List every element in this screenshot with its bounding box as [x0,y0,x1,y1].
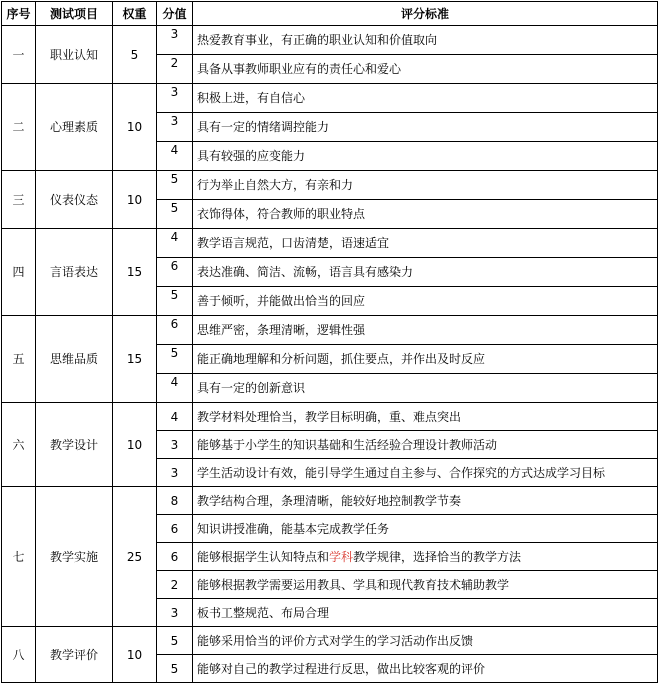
category-weight: 15 [113,316,157,403]
criterion-text-part: 能够根据学生认知特点和 [197,549,330,564]
criterion-text: 善于倾听，并能做出恰当的回应 [193,287,658,316]
category-weight: 10 [113,171,157,229]
category-index: 三 [2,171,36,229]
criterion-text: 衣饰得体，符合教师的职业特点 [193,200,658,229]
category-name: 仪表仪态 [36,171,113,229]
category-name: 教学实施 [36,487,113,627]
table-row [2,487,658,515]
criterion-score: 3 [157,26,193,55]
header-item: 测试项目 [36,2,113,26]
category-index: 七 [2,487,36,627]
criterion-text: 板书工整规范、布局合理 [193,599,658,627]
criterion-score: 5 [157,287,193,316]
header-row [2,2,658,26]
criterion-text: 学生活动设计有效，能引导学生通过自主参与、合作探究的方式达成学习目标 [193,459,658,487]
category-weight: 25 [113,487,157,627]
category-index: 四 [2,229,36,316]
criterion-score: 2 [157,55,193,84]
table-row [2,84,658,113]
criterion-text: 积极上进，有自信心 [193,84,658,113]
criterion-score: 3 [157,459,193,487]
criterion-score: 6 [157,316,193,345]
category-weight: 15 [113,229,157,316]
table-body [2,26,658,683]
table-row [2,403,658,431]
criterion-text [193,543,658,571]
category-weight: 10 [113,627,157,683]
category-name: 心理素质 [36,84,113,171]
criterion-score: 4 [157,142,193,171]
criterion-text: 教学材料处理恰当，教学目标明确，重、难点突出 [193,403,658,431]
category-name: 言语表达 [36,229,113,316]
table-row [2,229,658,258]
criterion-text: 热爱教育事业，有正确的职业认知和价值取向 [193,26,658,55]
criterion-score: 3 [157,84,193,113]
criterion-text: 具备从事教师职业应有的责任心和爱心 [193,55,658,84]
criterion-text: 能正确地理解和分析问题，抓住要点，并作出及时反应 [193,345,658,374]
table-row [2,26,658,55]
criterion-text: 具有一定的创新意识 [193,374,658,403]
criterion-score: 5 [157,200,193,229]
category-name: 思维品质 [36,316,113,403]
criterion-text: 具有较强的应变能力 [193,142,658,171]
criterion-text-part: 教学规律，选择恰当的教学方法 [353,549,522,564]
category-index: 五 [2,316,36,403]
category-name: 教学设计 [36,403,113,487]
category-weight: 5 [113,26,157,84]
header-standard: 评分标准 [193,2,658,26]
criterion-score: 5 [157,171,193,200]
criterion-text: 能够基于小学生的知识基础和生活经验合理设计教师活动 [193,431,658,459]
criterion-score: 6 [157,258,193,287]
category-weight: 10 [113,84,157,171]
criterion-score: 5 [157,655,193,683]
criterion-text: 知识讲授准确，能基本完成教学任务 [193,515,658,543]
header-weight: 权重 [113,2,157,26]
criterion-text: 教学语言规范，口齿清楚，语速适宜 [193,229,658,258]
criterion-text: 思维严密，条理清晰，逻辑性强 [193,316,658,345]
criterion-score: 5 [157,345,193,374]
criterion-score: 6 [157,543,193,571]
header-index: 序号 [2,2,36,26]
criterion-score: 4 [157,374,193,403]
evaluation-table [1,1,658,683]
category-name: 教学评价 [36,627,113,683]
criterion-score: 6 [157,515,193,543]
table-row [2,171,658,200]
criterion-text: 行为举止自然大方，有亲和力 [193,171,658,200]
criterion-text: 具有一定的情绪调控能力 [193,113,658,142]
criterion-text: 能够对自己的教学过程进行反思，做出比较客观的评价 [193,655,658,683]
criterion-text: 教学结构合理，条理清晰，能较好地控制教学节奏 [193,487,658,515]
criterion-score: 4 [157,229,193,258]
category-index: 二 [2,84,36,171]
criterion-text: 表达准确、简洁、流畅，语言具有感染力 [193,258,658,287]
criterion-score: 5 [157,627,193,655]
table-row [2,627,658,655]
criterion-text: 能够采用恰当的评价方式对学生的学习活动作出反馈 [193,627,658,655]
criterion-text: 能够根据教学需要运用教具、学具和现代教育技术辅助教学 [193,571,658,599]
criterion-score: 3 [157,113,193,142]
table-row [2,316,658,345]
criterion-score: 4 [157,403,193,431]
category-index: 六 [2,403,36,487]
criterion-score: 8 [157,487,193,515]
criterion-score: 2 [157,571,193,599]
category-index: 八 [2,627,36,683]
criterion-score: 3 [157,599,193,627]
highlight-word: 学科 [329,549,354,564]
header-score: 分值 [157,2,193,26]
criterion-score: 3 [157,431,193,459]
category-weight: 10 [113,403,157,487]
category-name: 职业认知 [36,26,113,84]
category-index: 一 [2,26,36,84]
